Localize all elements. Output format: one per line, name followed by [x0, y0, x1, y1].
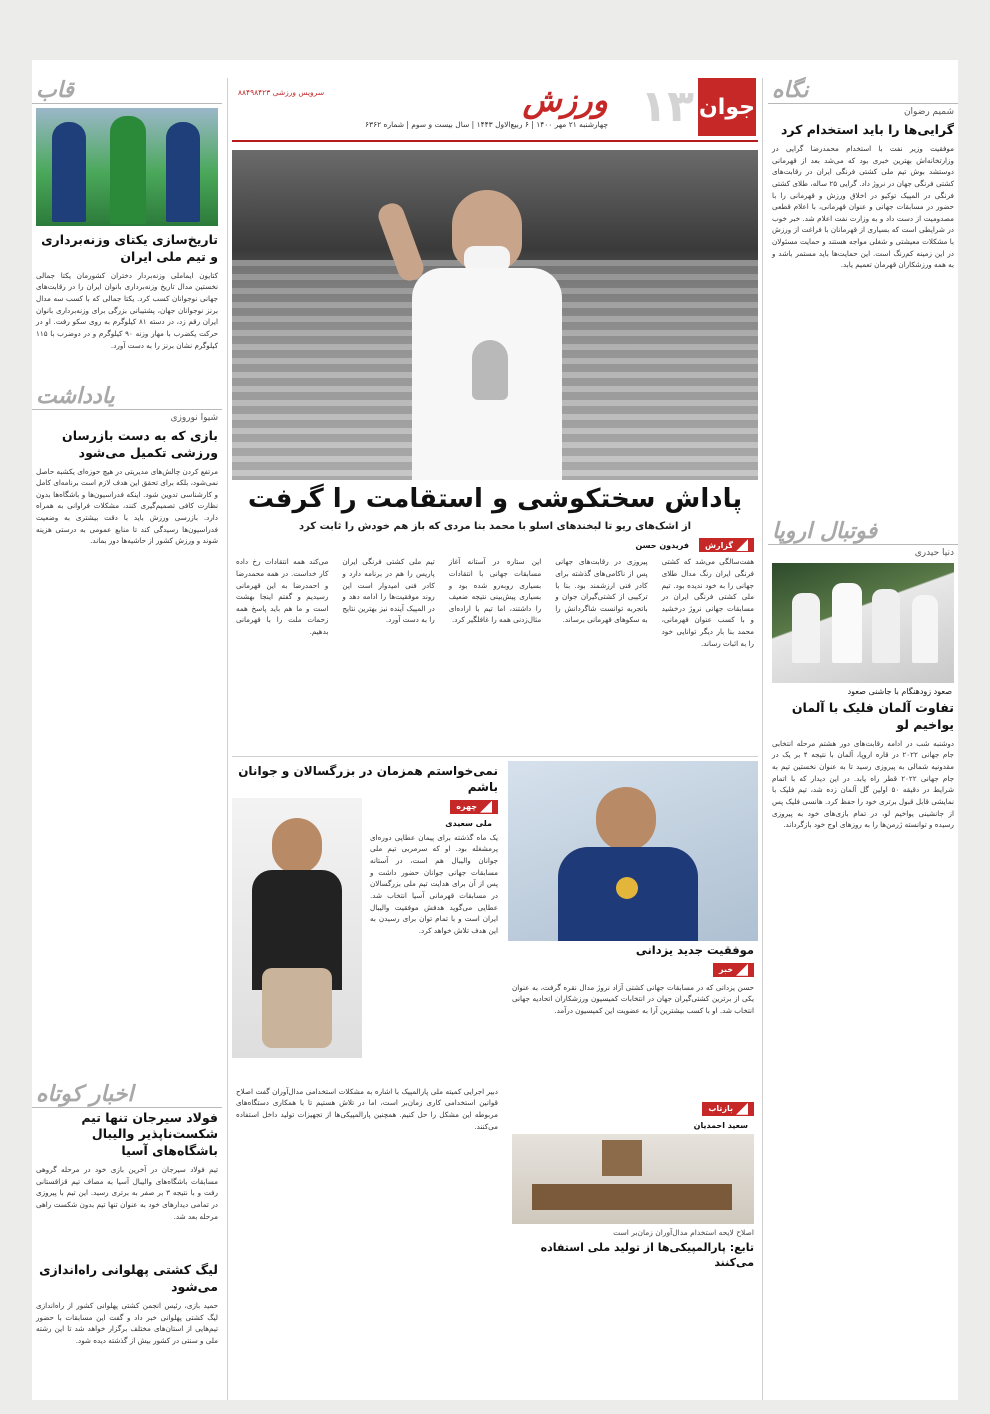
- article-col: پیروزی در رقابت‌های جهانی پس از ناکامی‌های گذشته برای کادر فنی ارزشمند بود. بنا با ترکیبی از کشتی‌گیران جوان و باتجربه توانست شاگردانش را به سکوهای قهرمانی برساند.: [555, 557, 648, 625]
- article-col: هفت‌سالگی می‌شد که کشتی فرنگی ایران رنگ مدال طلای جهانی را به خود ندیده بود. تیم ملی کشتی فرنگی ایران در مسابقات جهانی نروژ درخشید و با کسب عنوان قهرمانی، محمد بنا بار دیگر توانایی خود را به اثبات رساند.: [661, 557, 754, 648]
- section-header: [768, 78, 958, 104]
- section-header: [32, 1082, 222, 1108]
- kicker-badge: چهره: [450, 800, 498, 814]
- lower-section: [232, 756, 758, 1283]
- lower-right: [508, 761, 758, 1283]
- section-label: فوتبال اروپا: [772, 517, 878, 544]
- article-col: می‌کند همه انتقادات رخ داده کار خداست. در همه محمدرضا و احمدرضا به این قهرمانی رسیدیم و گفتم اینجا بهشت است و ما هم باید پاسخ همه زحمات ملت را با قهرمانی بدهیم.: [235, 557, 329, 637]
- masthead: [232, 78, 758, 142]
- arrow-icon: [480, 801, 492, 813]
- paralympic-photo: [512, 1134, 754, 1224]
- headline[interactable]: گرایی‌ها را باید استخدام کرد: [780, 122, 954, 137]
- service-line: سرویس ورزشی ۸۸۴۹۸۴۲۳: [238, 88, 325, 97]
- headline[interactable]: تفاوت آلمان فلیک با آلمان یواخیم لو: [791, 699, 954, 732]
- article-body: دبیر اجرایی کمیته ملی پارالمپیک با اشاره به مشکلات استخدامی مدال‌آوران گفت اصلاح قوانین استخدامی کاری زمان‌بر است، اما در تلاش هستیم تا با همکاری دستگاه‌های مربوطه این مشکل را حل کنیم. همچنین پارالمپیکی‌ها از تجهیزات تولید داخل استفاده می‌کنند.: [236, 1086, 498, 1131]
- right-column: [768, 78, 958, 1376]
- author: شیوا نوروزی: [170, 412, 218, 423]
- newspaper-page: [32, 60, 958, 1400]
- headline[interactable]: تابع: پارالمپیکی‌ها از تولید ملی استفاده می‌کنند: [540, 1240, 754, 1269]
- arrow-icon: [736, 539, 748, 551]
- kicker-author: ملی سعیدی: [445, 818, 492, 828]
- headline[interactable]: فولاد سیرجان تنها تیم شکست‌ناپذیر والیبال باشگاه‌های آسیا: [81, 1109, 218, 1159]
- headline[interactable]: نمی‌خواستم همزمان در بزرگسالان و جوانان باشم: [238, 764, 498, 795]
- main-column: [232, 78, 758, 1284]
- main-headline[interactable]: پاداش سختکوشی و استقامت را گرفت: [247, 484, 743, 514]
- yazdani-photo: [508, 761, 758, 941]
- kicker-row: [366, 798, 502, 830]
- article-col: تیم ملی کشتی فرنگی ایران پاریس را هم در برنامه دارد و کادر فنی امیدوار است این روند موفقیت‌ها را ادامه دهد و در المپیک آینده نیز بهترین نتایج را به دست آورد.: [342, 557, 435, 625]
- photo-caption: اصلاح لایحه استخدام مدال‌آوران زمان‌بر است: [613, 1227, 754, 1237]
- article-body: حسن یزدانی که در مسابقات جهانی کشتی آزاد نروژ مدال نقره گرفت، به عنوان یکی از برترین کشتی‌گیران جهان در انتخابات کمیسیون ورزشکاران اتحادیه جهانی انتخاب شد. او با کسب بیشترین آرا به عضویت این کمیسیون درآمد.: [512, 982, 754, 1016]
- lower-left: [232, 761, 502, 1283]
- article-body: تیم فولاد سیرجان در آخرین بازی خود در مرحله گروهی مسابقات باشگاه‌های والیبال آسیا به مصاف تیم قزاقستانی رفت و با نتیجه ۳ بر صفر به برتری رسید. این تیم با پیروزی در تمامی دیدارهای خود به عنوان تنها تیم بدون شکست راهی مرحله بعد شد.: [36, 1165, 218, 1221]
- kicker-badge: خبر: [713, 963, 754, 977]
- author: شمیم رضوان: [903, 107, 954, 117]
- section-label: یادداشت: [36, 382, 115, 409]
- kicker-author: فریدون حسن: [635, 540, 689, 550]
- arrow-icon: [736, 964, 748, 976]
- main-lead: از اشک‌های ریو تا لبخندهای اسلو با محمد بنا مردی که باز هم خودش را ثابت کرد: [298, 521, 692, 533]
- article-body: موفقیت وزیر نفت با استخدام محمدرضا گرایی در وزارتخانه‌اش بهترین خبری بود که می‌شد بعد از قهرمانی دوستشد بوش تیم ملی کشتی فرنگی ایران در رقابت‌های کشتی فرنگی جهان در نروژ داد. گرایی ۲۵ ساله، طلای کشتی فرنگی در المپیک توکیو در اخلاق ورزش و قهرمانی را با حضور در مسابقات جهانی و عنوان قهرمانی، با اعلام قطعی مصدومیت از دست داد و به وزارت نفت اعلام شد. خبر خوب در شرایطی است که بسیاری از قهرمانان با فراغت از ورزش با مشکلات معیشتی و شغلی مواجه هستند و حمایت مسئولان در این زمینه کم‌رنگ است. این حمایت‌ها باید مستمر باشد و به همه ورزشکاران قهرمان تعمیم یابد.: [772, 143, 954, 270]
- kicker-row: [508, 961, 758, 980]
- section-header: [32, 78, 222, 104]
- article-columns: [232, 552, 758, 752]
- football-photo: [772, 563, 954, 683]
- bana-photo: [232, 150, 758, 480]
- article-col: این ستاره در آستانه آغاز مسابقات جهانی با انتقادات بسیاری روبه‌رو شده بود و بسیاری پیش‌بینی نتیجه ضعیف را داشتند، اما تیم با اراده‌ای مثال‌زدنی همه را غافلگیر کرد.: [448, 557, 542, 625]
- column-divider: [227, 78, 228, 1400]
- article-body: حمید بازی، رئیس انجمن کشتی پهلوانی کشور از راه‌اندازی لیگ کشتی پهلوانی خبر داد و گفت این مسابقات با حضور تیم‌هایی از استان‌های مختلف برگزار خواهد شد تا این رشته ملی و سنتی در کشور بیش از گذشته دیده شود.: [36, 1300, 218, 1345]
- kicker-badge: بازتاب: [702, 1102, 754, 1116]
- headline[interactable]: بازی که به دست بازرسان ورزشی تکمیل می‌شود: [62, 427, 218, 460]
- article-body: مرتفع کردن چالش‌های مدیریتی در هیچ حوزه‌ای یکشبه حاصل نمی‌شود، بلکه برای تحقق این هدف لازم است برنامه‌ای کامل و کارشناسی تدوین شود. اینکه فدراسیون‌ها و باشگاه‌ها بدون نظارت کافی تصمیم‌گیری کنند، مشکلات فراوانی به همراه دارد. بازرسی ورزش باید با دقت بیشتری به وضعیت فدراسیون‌ها رسیدگی کند تا منابع عمومی به درستی هزینه شوند و ورزش کشور از حاشیه‌ها دور بماند.: [36, 466, 218, 546]
- headline[interactable]: لیگ کشتی پهلوانی راه‌اندازی می‌شود: [39, 1262, 218, 1294]
- kicker-row: [232, 538, 758, 552]
- javan-logo[interactable]: جوان: [698, 78, 756, 136]
- author: دنیا حیدری: [914, 547, 954, 558]
- section-header: [32, 384, 222, 410]
- left-column: [32, 78, 222, 1388]
- kicker-author: سعید احمدیان: [693, 1120, 748, 1130]
- section-label: نگاه: [772, 77, 809, 103]
- sport-logo: ورزش: [522, 81, 608, 119]
- atai-photo: [232, 798, 362, 1058]
- kicker-row: [508, 1096, 758, 1132]
- arrow-icon: [736, 1103, 748, 1115]
- dateline: چهارشنبه ۲۱ مهر ۱۴۰۰ | ۶ ربیع‌الاول ۱۴۴۳ | سال بیست و سوم | شماره ۶۳۶۲: [365, 120, 608, 129]
- kicker: صعود زودهنگام با جاشنی صعود: [847, 686, 952, 696]
- section-header: [768, 519, 958, 545]
- section-label: قاب: [36, 77, 74, 103]
- article-body: دوشنبه شب در ادامه رقابت‌های دور هشتم مرحله انتخابی جام جهانی ۲۰۲۲ در قاره اروپا، آلمان با نتیجه ۴ بر یک در مقدونیه شمالی به پیروزی رسید تا به عنوان نخستین تیم به جام جهانی ۲۰۲۲ قطر راه یابد. در این دیدار که با اتمام شرایط در دقیقه ۵۰ اولین گل آلمان زده شد، تیم فلیک با نمایشی قابل قبول برتری خود را حفظ کرد. هانسی فلیک پس از جانشینی یواخیم لو، در تمام بازی‌های خود به پیروزی رسیده و توانسته ژرمن‌ها را به روزهای اوج خود بازگرداند.: [772, 738, 955, 830]
- page-number: ۱۳: [640, 81, 694, 132]
- article-body: یک ماه گذشته برای پیمان عطایی دوره‌ای پرمشغله بود. او که سرمربی تیم ملی جوانان والیبال هم است، در آستانه مسابقات جهانی جوانان حضور داشت و پس از آن برای هدایت تیم ملی بزرگسالان در مسابقات قهرمانی آسیا انتخاب شد. عطایی می‌گوید هدفش موفقیت والیبال ایران است و با تمام توان برای رسیدن به این هدف تلاش خواهد کرد.: [370, 832, 498, 935]
- weightlifters-photo: [36, 108, 218, 226]
- column-divider: [762, 78, 763, 1400]
- section-label: اخبار کوتاه: [36, 1080, 134, 1107]
- headline[interactable]: موفقیت جدید یزدانی: [635, 943, 754, 958]
- headline[interactable]: تاریخ‌سازی یکتای وزنه‌برداری و تیم ملی ایران: [41, 232, 218, 264]
- article-body: کتایون ایماملی وزنه‌بردار دختران کشورمان یکتا جمالی نخستین مدال تاریخ وزنه‌برداری بانوان ایران را در رقابت‌های جهانی نوجوانان کسب کرد. یکتا جمالی که با کسب سه مدال برنز نوجوانان جهان، پشتیبانی بزرگی برای وزنه‌برداری بانوان ایران رقم زد، در دسته ۸۱ کیلوگرم به روی سکو رفت. او در حرکت یکضرب با مهار وزنه ۹۰ کیلوگرم و در دوضرب با ۱۱۵ کیلوگرم نشان برنز را به دست آورد.: [36, 270, 219, 350]
- kicker-badge: گزارش: [699, 538, 754, 552]
